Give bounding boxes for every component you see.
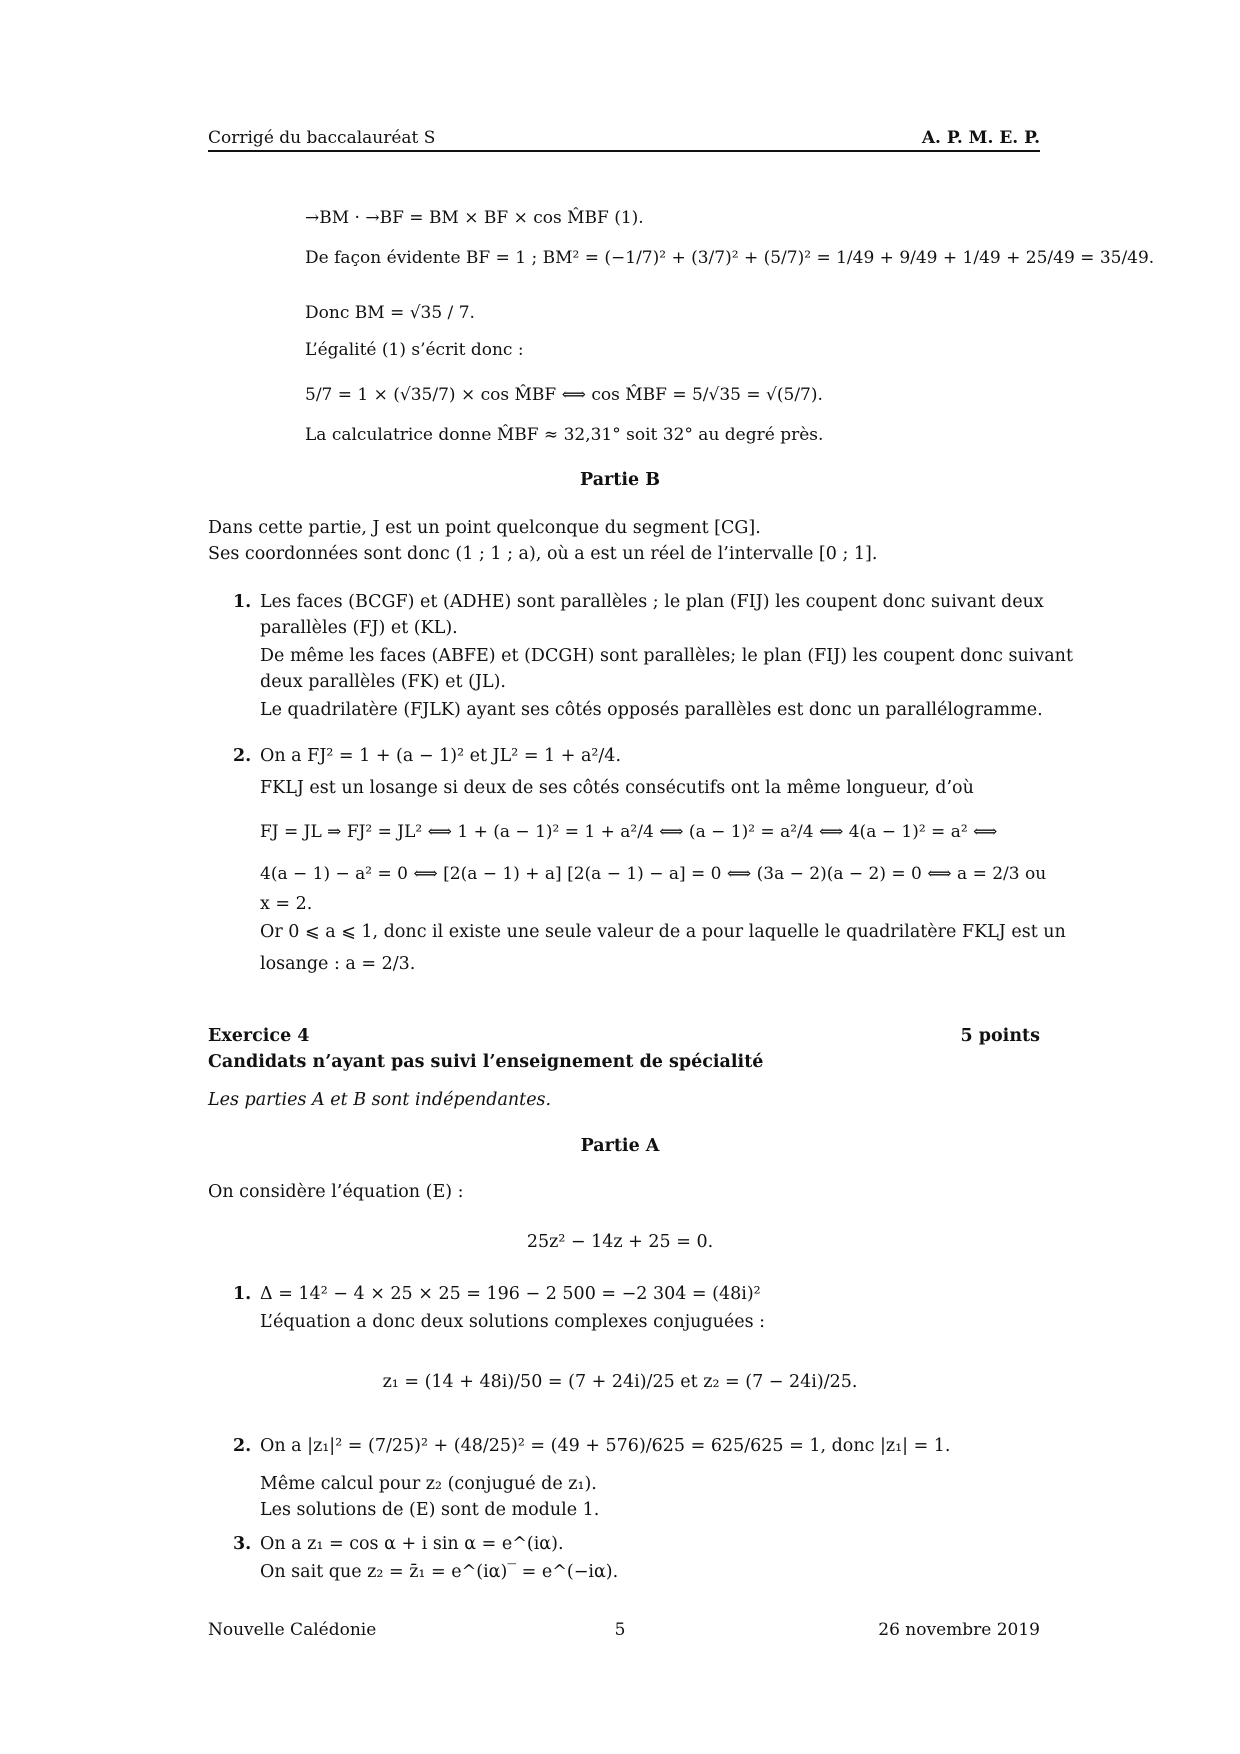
q1-line-4: deux parallèles (FK) et (JL). [260,672,506,692]
q2-line-2: FKLJ est un losange si deux de ses côtés consécutifs ont la même longueur, d’où [260,778,974,798]
main-equation: 25z² − 14z + 25 = 0. [526,1232,714,1252]
question-number-2: 2. [233,746,252,766]
header-right: A. P. M. E. P. [921,128,1040,148]
equation-intro: On considère l’équation (E) : [208,1182,464,1202]
q2-line-1: On a FJ² = 1 + (a − 1)² et JL² = 1 + a²/4. [260,746,622,766]
q2-line-3: FJ = JL ⇒ FJ² = JL² ⟺ 1 + (a − 1)² = 1 + a²/4 ⟺ (a − 1)² = a²/4 ⟺ 4(a − 1)² = a² ⟺ [260,822,998,842]
page-number: 5 [614,1620,626,1640]
header-left: Corrigé du baccalauréat S [208,128,436,148]
ex4-question-number-2: 2. [233,1436,252,1456]
part-b-intro-2: Ses coordonnées sont donc (1 ; 1 ; a), où a est un réel de l’intervalle [0 ; 1]. [208,544,878,564]
ex4-q2-line-1: On a |z₁|² = (7/25)² + (48/25)² = (49 + 576)/625 = 625/625 = 1, donc |z₁| = 1. [260,1436,951,1456]
bm-squared-line: De façon évidente BF = 1 ; BM² = (−1/7)² + (3/7)² + (5/7)² = 1/49 + 9/49 + 1/49 + 25/49 = 35/49. [305,248,1155,268]
q1-line-5: Le quadrilatère (FJLK) ayant ses côtés opposés parallèles est donc un parallélogramme. [260,700,1043,720]
exercise-note: Les parties A et B sont indépendantes. [208,1090,552,1110]
q1-line-1: Les faces (BCGF) et (ADHE) sont parallèles ; le plan (FIJ) les coupent donc suivant deux [260,592,1044,612]
footer-left: Nouvelle Calédonie [208,1620,377,1640]
part-a-title: Partie A [580,1136,660,1156]
q2-line-5: x = 2. [260,894,313,914]
ex4-solutions: z₁ = (14 + 48i)/50 = (7 + 24i)/25 et z₂ = (7 − 24i)/25. [382,1372,858,1392]
q1-line-3: De même les faces (ABFE) et (DCGH) sont parallèles; le plan (FIJ) les coupent donc suivant [260,646,1073,666]
part-b-title: Partie B [580,470,660,490]
angle-result-line: La calculatrice donne M̂BF ≈ 32,31° soit 32° au degré près. [305,425,824,445]
equality-intro-line: L’égalité (1) s’écrit donc : [305,340,524,360]
ex4-q1-line-2: L’équation a donc deux solutions complexes conjuguées : [260,1312,766,1332]
ex4-question-number-3: 3. [233,1534,252,1554]
footer-date: 26 novembre 2019 [878,1620,1040,1640]
cos-equation-line: 5/7 = 1 × (√35/7) × cos M̂BF ⟺ cos M̂BF = 5/√35 = √(5/7). [305,385,823,405]
ex4-q2-line-3: Les solutions de (E) sont de module 1. [260,1500,600,1520]
exercise-points: 5 points [960,1026,1040,1046]
bm-value-line: Donc BM = √35 / 7. [305,303,475,323]
exercise-title: Exercice 4 [208,1026,310,1046]
q2-line-6: Or 0 ⩽ a ⩽ 1, donc il existe une seule valeur de a pour laquelle le quadrilatère FKLJ est un [260,922,1066,942]
ex4-q2-line-2: Même calcul pour z₂ (conjugué de z₁). [260,1474,597,1494]
q2-line-4: 4(a − 1) − a² = 0 ⟺ [2(a − 1) + a] [2(a − 1) − a] = 0 ⟺ (3a − 2)(a − 2) = 0 ⟺ a = 2/3 ou [260,864,1047,884]
question-number-1: 1. [233,592,252,612]
dot-product-line: →BM · →BF = BM × BF × cos M̂BF (1). [305,208,644,228]
header-rule [208,150,1040,152]
ex4-question-number-1: 1. [233,1284,252,1304]
exercise-subtitle: Candidats n’ayant pas suivi l’enseignement de spécialité [208,1052,764,1072]
ex4-q3-line-1: On a z₁ = cos α + i sin α = e^(iα). [260,1534,564,1554]
part-b-intro-1: Dans cette partie, J est un point quelconque du segment [CG]. [208,518,761,538]
q2-line-7: losange : a = 2/3. [260,954,416,974]
q1-line-2: parallèles (FJ) et (KL). [260,618,458,638]
ex4-q3-line-2: On sait que z₂ = z̄₁ = e^(iα)‾ = e^(−iα). [260,1562,619,1582]
ex4-q1-line-1: Δ = 14² − 4 × 25 × 25 = 196 − 2 500 = −2 304 = (48i)² [260,1284,761,1304]
